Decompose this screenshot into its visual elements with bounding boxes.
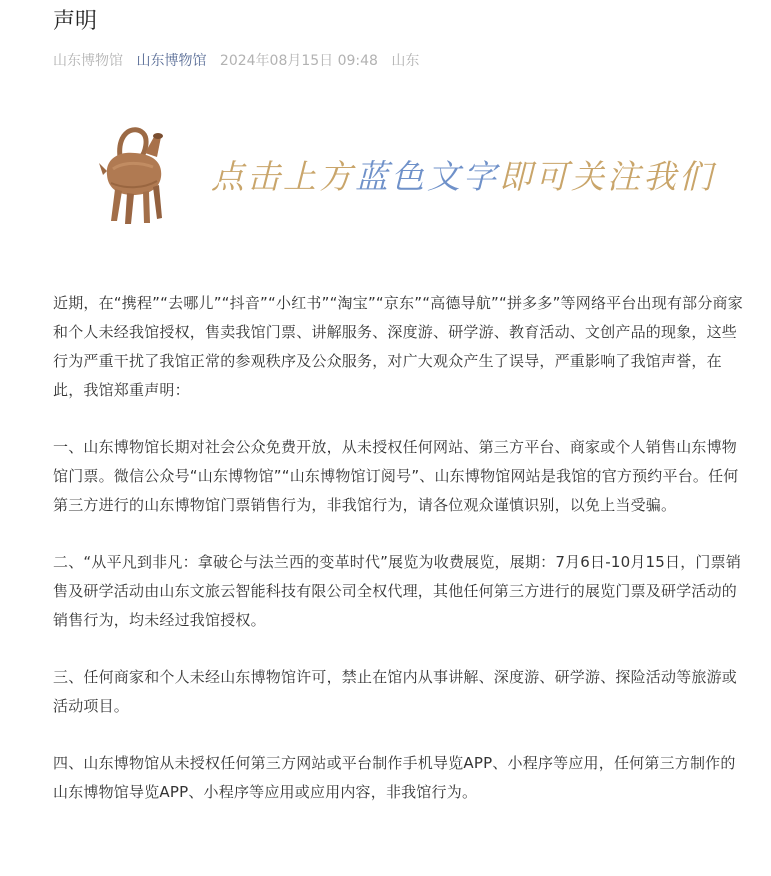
follow-prompt-text xyxy=(211,157,715,197)
statement-paragraph-1: 一、山东博物馆长期对社会公众免费开放，从未授权任何网站、第三方平台、商家或个人销售山东博物馆门票。微信公众号“山东博物馆”“山东博物馆订阅号”、山东博物馆网站是我馆的官方预约平台。任何第三方进行的山东博物馆门票销售行为，非我馆行为，请各位观众谨慎识别，以免上当受骗。 xyxy=(53,438,739,514)
article-body xyxy=(53,289,743,835)
follow-prompt-part2: 即可关注我们 xyxy=(499,157,715,196)
follow-banner xyxy=(95,123,715,228)
statement-paragraph-2: 二、“从平凡到非凡：拿破仑与法兰西的变革时代”展览为收费展览，展期：7月6日-10月15日，门票销售及研学活动由山东文旅云智能科技有限公司全权代理，其他任何第三方进行的展览门票及研学活动的销售行为，均未经过我馆授权。 xyxy=(53,553,742,629)
pottery-animal-vessel-image xyxy=(95,123,175,228)
intro-paragraph: 近期，在“携程”“去哪儿”“抖音”“小红书”“淘宝”“京东”“高德导航”“拼多多”等网络平台出现有部分商家和个人未经我馆授权，售卖我馆门票、讲解服务、深度游、研学游、教育活动、文创产品的现象，这些行为严重干扰了我馆正常的参观秩序及公众服务，对广大观众产生了误导，严重影响了我馆声誉，在此，我馆郑重声明： xyxy=(53,294,743,399)
statement-paragraph-3: 三、任何商家和个人未经山东博物馆许可，禁止在馆内从事讲解、深度游、研学游、探险活动等旅游或活动项目。 xyxy=(53,668,738,715)
follow-prompt-blue: 蓝色文字 xyxy=(355,157,499,196)
publish-datetime: 2024年08月15日 09:48 xyxy=(219,53,378,69)
statement-paragraph-4: 四、山东博物馆从未授权任何第三方网站或平台制作手机导览APP、小程序等应用，任何第三方制作的山东博物馆导览APP、小程序等应用或应用内容，非我馆行为。 xyxy=(53,754,736,801)
article-meta xyxy=(53,51,428,71)
follow-prompt-part1: 点击上方 xyxy=(211,157,355,196)
page-title: 声明 xyxy=(53,9,98,34)
account-name-link[interactable]: 山东博物馆 xyxy=(136,53,207,69)
author-name: 山东博物馆 xyxy=(53,53,123,69)
publish-location: 山东 xyxy=(391,53,420,69)
